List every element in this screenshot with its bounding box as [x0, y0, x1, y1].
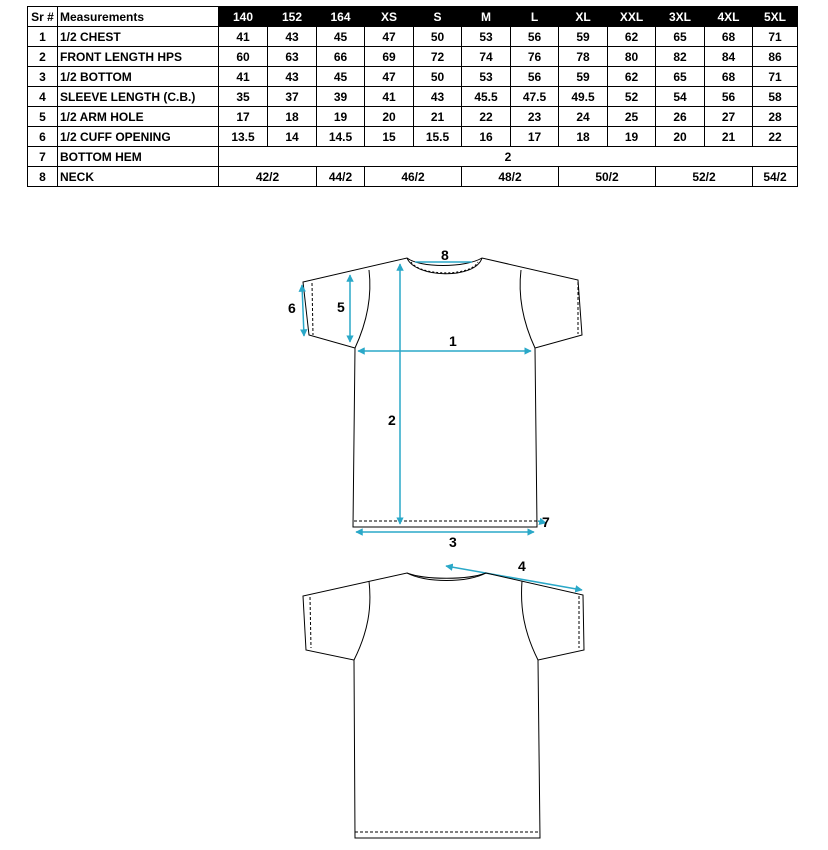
- row-value: 15: [365, 127, 414, 147]
- row-value: 14.5: [317, 127, 365, 147]
- neck-value: 52/2: [656, 167, 753, 187]
- row-value: 56: [511, 67, 559, 87]
- size-header: 4XL: [705, 7, 753, 27]
- label-neck: 8: [441, 247, 449, 263]
- size-header: XXL: [608, 7, 656, 27]
- row-value: 80: [608, 47, 656, 67]
- row-value: 71: [753, 27, 798, 47]
- label-cuff: 6: [288, 300, 296, 316]
- row-value: 66: [317, 47, 365, 67]
- size-header: 164: [317, 7, 365, 27]
- row-value: 65: [656, 27, 705, 47]
- row-value: 37: [268, 87, 317, 107]
- row-value: 84: [705, 47, 753, 67]
- row-value: 18: [268, 107, 317, 127]
- row-name: FRONT LENGTH HPS: [58, 47, 219, 67]
- size-header: 5XL: [753, 7, 798, 27]
- row-value: 45.5: [462, 87, 511, 107]
- row-value: 59: [559, 67, 608, 87]
- left-cuff-stitch: [312, 283, 313, 335]
- label-bottom: 3: [449, 534, 457, 550]
- cuff-arrow: [302, 285, 304, 336]
- row-value: 27: [705, 107, 753, 127]
- row-value: 20: [365, 107, 414, 127]
- row-sr: 5: [28, 107, 58, 127]
- row-value: 62: [608, 67, 656, 87]
- row-value: 13.5: [219, 127, 268, 147]
- back-left-armhole-seam: [354, 581, 370, 660]
- label-hem: 7: [542, 514, 550, 530]
- row-value: 21: [414, 107, 462, 127]
- row-name: NECK: [58, 167, 219, 187]
- row-value: 43: [268, 67, 317, 87]
- row-value: 59: [559, 27, 608, 47]
- row-value: 19: [317, 107, 365, 127]
- row-value: 63: [268, 47, 317, 67]
- label-sleeve: 4: [518, 558, 526, 574]
- size-header: L: [511, 7, 559, 27]
- label-chest: 1: [449, 333, 457, 349]
- row-value: 52: [608, 87, 656, 107]
- sleeve-arrow: [446, 566, 582, 590]
- row-name: 1/2 CHEST: [58, 27, 219, 47]
- size-header: M: [462, 7, 511, 27]
- row-value: 17: [511, 127, 559, 147]
- size-header: 152: [268, 7, 317, 27]
- size-header: 140: [219, 7, 268, 27]
- row-value: 14: [268, 127, 317, 147]
- row-sr: 1: [28, 27, 58, 47]
- row-sr: 6: [28, 127, 58, 147]
- header-sr: Sr #: [28, 7, 58, 27]
- row-value: 68: [705, 67, 753, 87]
- row-sr: 7: [28, 147, 58, 167]
- back-body-outline: [303, 573, 584, 838]
- neck-value: 54/2: [753, 167, 798, 187]
- row-value: 39: [317, 87, 365, 107]
- neck-value: 46/2: [365, 167, 462, 187]
- row-sr: 4: [28, 87, 58, 107]
- row-value: 56: [705, 87, 753, 107]
- row-value: 82: [656, 47, 705, 67]
- row-value: 22: [753, 127, 798, 147]
- row-value: 69: [365, 47, 414, 67]
- front-body-outline: [303, 258, 582, 527]
- row-sr: 2: [28, 47, 58, 67]
- neck-value: 48/2: [462, 167, 559, 187]
- row-value: 50: [414, 67, 462, 87]
- row-value: 47.5: [511, 87, 559, 107]
- row-value: 43: [414, 87, 462, 107]
- row-value: 45: [317, 27, 365, 47]
- row-value: 26: [656, 107, 705, 127]
- row-value: 45: [317, 67, 365, 87]
- row-value: 21: [705, 127, 753, 147]
- row-name: 1/2 ARM HOLE: [58, 107, 219, 127]
- row-value: 41: [219, 27, 268, 47]
- row-value: 65: [656, 67, 705, 87]
- size-header: 3XL: [656, 7, 705, 27]
- row-sr: 3: [28, 67, 58, 87]
- neck-value: 50/2: [559, 167, 656, 187]
- row-value: 25: [608, 107, 656, 127]
- row-value: 74: [462, 47, 511, 67]
- back-collar: [407, 573, 486, 581]
- label-length: 2: [388, 412, 396, 428]
- row-value: 49.5: [559, 87, 608, 107]
- row-value: 62: [608, 27, 656, 47]
- neck-value: 44/2: [317, 167, 365, 187]
- row-value: 41: [219, 67, 268, 87]
- row-value: 76: [511, 47, 559, 67]
- back-view: [303, 573, 584, 838]
- row-value: 71: [753, 67, 798, 87]
- row-value: 35: [219, 87, 268, 107]
- row-name: 1/2 CUFF OPENING: [58, 127, 219, 147]
- row-sr: 8: [28, 167, 58, 187]
- size-header: XL: [559, 7, 608, 27]
- row-value: 18: [559, 127, 608, 147]
- row-value: 23: [511, 107, 559, 127]
- row-value: 47: [365, 67, 414, 87]
- row-name: 1/2 BOTTOM: [58, 67, 219, 87]
- row-value: 47: [365, 27, 414, 47]
- row-value: 53: [462, 67, 511, 87]
- row-value: 20: [656, 127, 705, 147]
- row-value: 53: [462, 27, 511, 47]
- row-value: 54: [656, 87, 705, 107]
- size-header: S: [414, 7, 462, 27]
- back-right-armhole-seam: [522, 581, 538, 660]
- row-value: 72: [414, 47, 462, 67]
- hem-value: 2: [219, 147, 798, 167]
- row-value: 86: [753, 47, 798, 67]
- neck-value: 42/2: [219, 167, 317, 187]
- size-header: XS: [365, 7, 414, 27]
- row-value: 56: [511, 27, 559, 47]
- back-left-cuff-stitch: [310, 597, 311, 648]
- measure-labels: [288, 247, 550, 574]
- row-value: 58: [753, 87, 798, 107]
- label-armhole: 5: [337, 299, 345, 315]
- right-armhole-seam: [520, 270, 535, 348]
- left-armhole-seam: [355, 270, 370, 348]
- row-value: 22: [462, 107, 511, 127]
- row-value: 19: [608, 127, 656, 147]
- row-value: 24: [559, 107, 608, 127]
- row-value: 41: [365, 87, 414, 107]
- row-value: 78: [559, 47, 608, 67]
- row-value: 50: [414, 27, 462, 47]
- row-value: 17: [219, 107, 268, 127]
- row-value: 15.5: [414, 127, 462, 147]
- header-measurements: Measurements: [58, 7, 219, 27]
- row-value: 16: [462, 127, 511, 147]
- row-value: 43: [268, 27, 317, 47]
- row-value: 60: [219, 47, 268, 67]
- row-name: SLEEVE LENGTH (C.B.): [58, 87, 219, 107]
- front-view: [303, 258, 582, 527]
- row-name: BOTTOM HEM: [58, 147, 219, 167]
- row-value: 68: [705, 27, 753, 47]
- row-value: 28: [753, 107, 798, 127]
